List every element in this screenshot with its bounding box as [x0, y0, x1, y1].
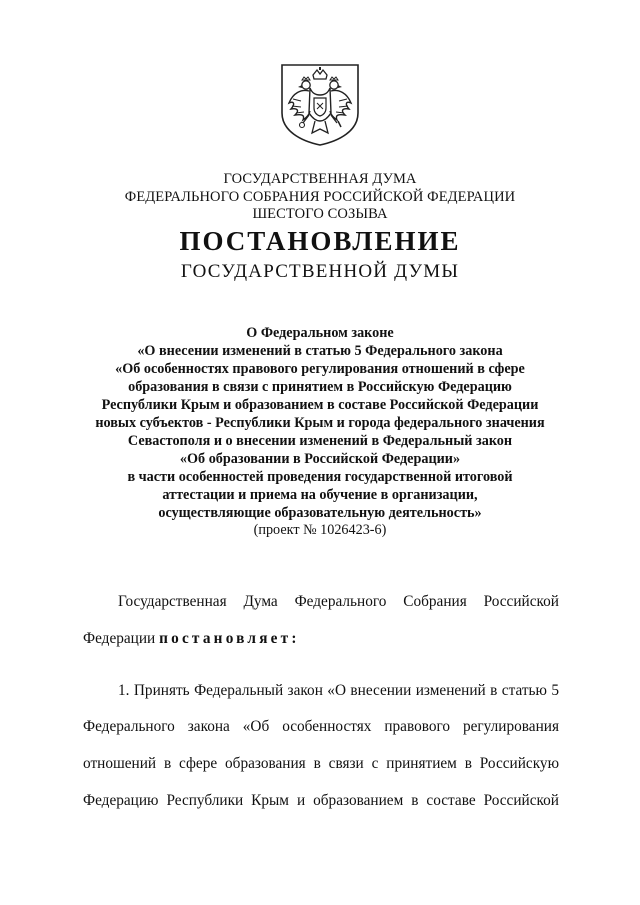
resolves-word: постановляет:	[159, 630, 300, 647]
subject-line: аттестации и приема на обучение в организации,	[162, 487, 478, 503]
paragraph-1-line-1: 1. Принять Федеральный закон «О внесении изменений в статью 5	[118, 682, 559, 699]
subject-line: «О внесении изменений в статью 5 Федерального закона	[137, 343, 503, 359]
intro-text: Федерации	[83, 630, 160, 647]
intro-line-1: Государственная Дума Федерального Собрания Российской	[118, 593, 559, 610]
subject-line: новых субъектов - Республики Крым и города федерального значения	[95, 415, 545, 431]
intro-line-2	[83, 630, 559, 648]
paragraph-1-line-3: отношений в сфере образования в связи с принятием в Российскую	[83, 755, 559, 772]
subject-line: «Об образовании в Российской Федерации»	[179, 451, 461, 467]
subject-line: «Об особенностях правового регулирования отношений в сфере	[115, 361, 525, 377]
header-line-federal-assembly: ФЕДЕРАЛЬНОГО СОБРАНИЯ РОССИЙСКОЙ ФЕДЕРАЦИИ	[124, 189, 516, 205]
subject-line: осуществляющие образовательную деятельность»	[158, 505, 482, 521]
subject-line: О Федеральном законе	[246, 325, 394, 341]
document-title: ПОСТАНОВЛЕНИЕ	[179, 226, 461, 256]
header-line-duma: ГОСУДАРСТВЕННАЯ ДУМА	[223, 171, 417, 187]
paragraph-1-line-4: Федерацию Республики Крым и образованием в составе Российской	[83, 792, 559, 809]
subject-line: в части особенностей проведения государственной итоговой	[127, 469, 513, 485]
subject-line: Севастополя и о внесении изменений в Федеральный закон	[127, 433, 513, 449]
subject-line: Республики Крым и образованием в составе Российской Федерации	[101, 397, 539, 413]
subject-line: образования в связи с принятием в Российскую Федерацию	[128, 379, 512, 395]
header-line-convocation: ШЕСТОГО СОЗЫВА	[252, 206, 388, 222]
paragraph-1-line-2: Федерального закона «Об особенностях правового регулирования	[83, 718, 559, 735]
project-number: (проект № 1026423-6)	[253, 522, 387, 538]
document-subtitle: ГОСУДАРСТВЕННОЙ ДУМЫ	[180, 261, 460, 282]
coat-of-arms-icon	[279, 63, 361, 147]
